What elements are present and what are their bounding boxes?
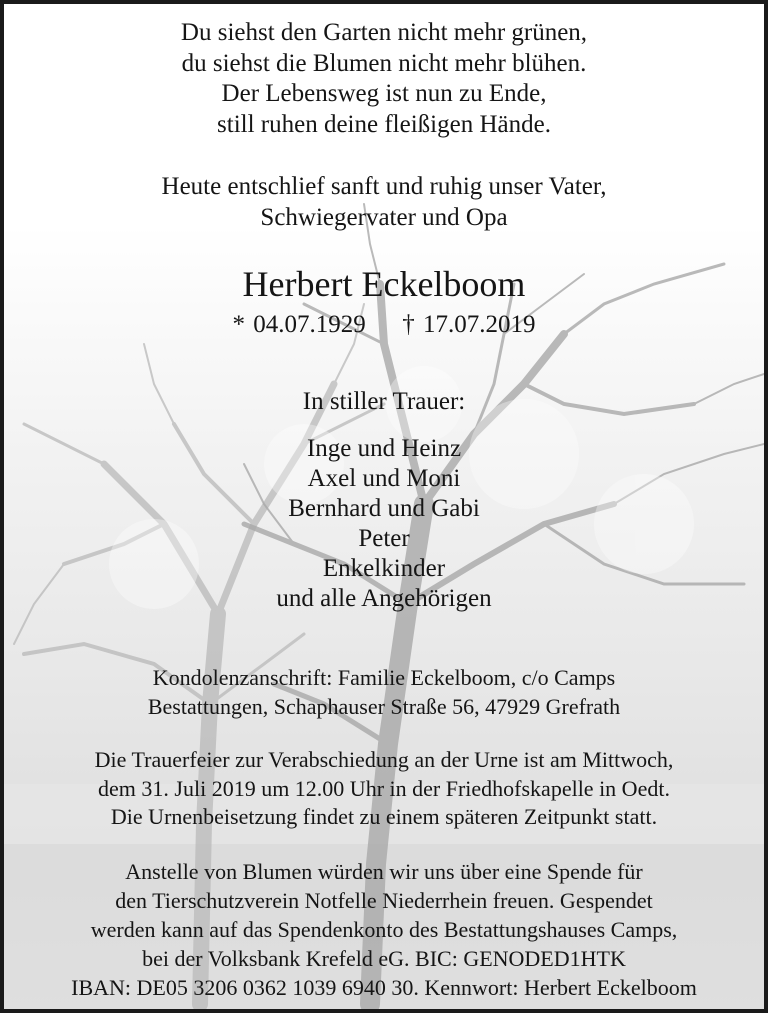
poem-line: Der Lebensweg ist nun zu Ende, (221, 80, 547, 107)
donation-line: den Tierschutzverein Notfelle Niederrhein freuen. Gespendet (115, 888, 653, 913)
address-line: Kondolenzanschrift: Familie Eckelboom, c/o Camps (152, 665, 616, 690)
death-date: 17.07.2019 (423, 311, 536, 338)
donation-line: bei der Volksbank Krefeld eG. BIC: GENODED1HTK (142, 946, 626, 971)
obituary-notice (4, 4, 764, 1009)
poem-line: still ruhen deine fleißigen Hände. (217, 110, 551, 138)
death-cross-icon: † (402, 311, 415, 338)
announcement-line: Heute entschlief sanft und ruhig unser Vater, (161, 173, 607, 200)
donation-line: IBAN: DE05 3206 0362 1039 6940 30. Kennwort: Herbert Eckelboom (71, 975, 697, 1000)
birth-star-icon: * (232, 311, 245, 338)
poem-line: du siehst die Blumen nicht mehr blühen. (181, 49, 587, 77)
address-line: Bestattungen, Schaphauser Straße 56, 47929 Grefrath (147, 694, 621, 719)
donation-line: werden kann auf das Spendenkonto des Bestattungshauses Camps, (90, 917, 678, 942)
mourner-item: Axel und Moni (307, 465, 461, 492)
deceased-name: Herbert Eckelboom (242, 264, 526, 304)
poem-line: Du siehst den Garten nicht mehr grünen, (180, 19, 588, 46)
service-line: dem 31. Juli 2019 um 12.00 Uhr in der Friedhofskapelle in Oedt. (98, 775, 670, 801)
service-line: Die Urnenbeisetzung findet zu einem späteren Zeitpunkt statt. (110, 804, 658, 829)
mourner-item: und alle Angehörigen (276, 585, 492, 612)
death-announcement (4, 172, 764, 233)
mourners-heading: In stiller Trauer: (302, 388, 466, 415)
donation-info (4, 857, 764, 1002)
funeral-service-info (4, 746, 764, 832)
life-dates (4, 310, 764, 340)
announcement-line: Schwiegervater und Opa (260, 203, 508, 231)
mourners-list (4, 434, 764, 614)
service-line: Die Trauerfeier zur Verabschiedung an der Urne ist am Mittwoch, (94, 747, 674, 772)
condolence-address (4, 663, 764, 721)
poem (4, 18, 764, 140)
birth-date: 04.07.1929 (253, 311, 366, 338)
mourner-item: Peter (358, 525, 410, 552)
mourner-item: Enkelkinder (322, 555, 446, 582)
mourner-item: Inge und Heinz (306, 435, 462, 462)
donation-line: Anstelle von Blumen würden wir uns über eine Spende für (125, 859, 643, 884)
mourner-item: Bernhard und Gabi (288, 495, 480, 522)
